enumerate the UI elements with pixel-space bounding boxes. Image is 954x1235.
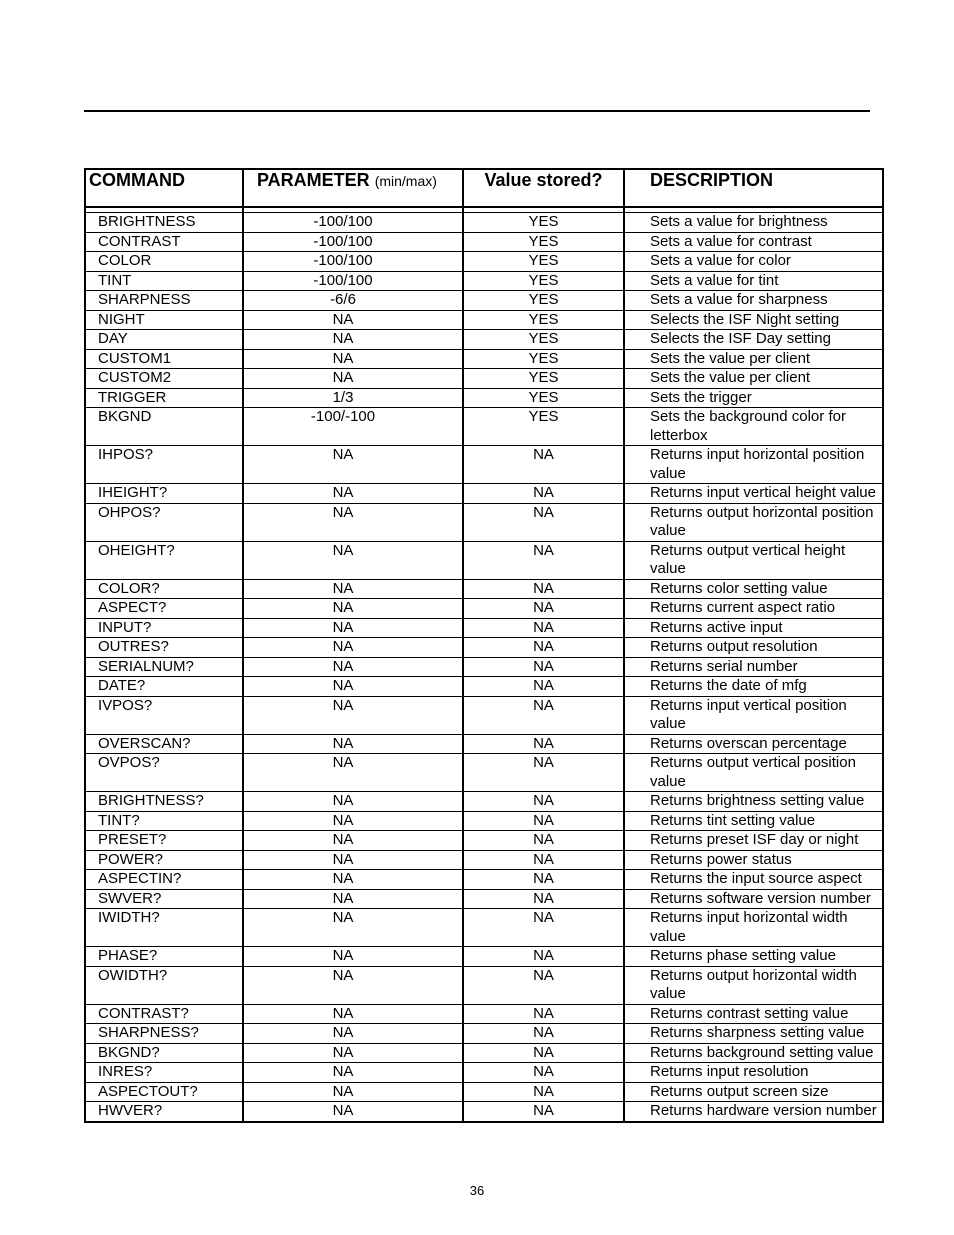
table-row: [85, 1102, 883, 1122]
cell-stored: YES: [463, 291, 624, 311]
header-stored: Value stored?: [463, 169, 624, 207]
cell-parameter: NA: [243, 966, 463, 1004]
cell-command: IVPOS?: [85, 696, 243, 734]
cell-command: OHPOS?: [85, 503, 243, 541]
cell-parameter: NA: [243, 754, 463, 792]
cell-description: Returns output horizontal position value: [624, 503, 883, 541]
cell-command: COLOR?: [85, 579, 243, 599]
cell-command: DAY: [85, 330, 243, 350]
cell-parameter: -100/100: [243, 213, 463, 233]
table-row: [85, 1082, 883, 1102]
cell-parameter: NA: [243, 811, 463, 831]
cell-stored: NA: [463, 446, 624, 484]
cell-stored: NA: [463, 947, 624, 967]
cell-command: BRIGHTNESS: [85, 213, 243, 233]
cell-parameter: -100/100: [243, 252, 463, 272]
cell-stored: NA: [463, 831, 624, 851]
cell-stored: NA: [463, 734, 624, 754]
cell-command: ASPECTOUT?: [85, 1082, 243, 1102]
cell-description: Returns output screen size: [624, 1082, 883, 1102]
cell-command: OVERSCAN?: [85, 734, 243, 754]
cell-command: PHASE?: [85, 947, 243, 967]
table-row: [85, 1024, 883, 1044]
cell-command: PRESET?: [85, 831, 243, 851]
cell-parameter: 1/3: [243, 388, 463, 408]
cell-stored: NA: [463, 1082, 624, 1102]
cell-description: Sets a value for contrast: [624, 232, 883, 252]
cell-command: BKGND: [85, 408, 243, 446]
cell-parameter: NA: [243, 369, 463, 389]
cell-parameter: NA: [243, 446, 463, 484]
table-row: [85, 696, 883, 734]
cell-description: Returns phase setting value: [624, 947, 883, 967]
cell-command: SHARPNESS: [85, 291, 243, 311]
cell-description: Returns output vertical position value: [624, 754, 883, 792]
cell-parameter: NA: [243, 909, 463, 947]
table-row: [85, 947, 883, 967]
table-row: [85, 252, 883, 272]
cell-description: Returns color setting value: [624, 579, 883, 599]
cell-parameter: NA: [243, 310, 463, 330]
table-row: [85, 677, 883, 697]
cell-stored: NA: [463, 579, 624, 599]
cell-parameter: -100/100: [243, 271, 463, 291]
cell-description: Selects the ISF Day setting: [624, 330, 883, 350]
table-row: [85, 657, 883, 677]
cell-command: OVPOS?: [85, 754, 243, 792]
cell-stored: YES: [463, 349, 624, 369]
cell-command: BRIGHTNESS?: [85, 792, 243, 812]
cell-stored: NA: [463, 966, 624, 1004]
cell-description: Returns hardware version number: [624, 1102, 883, 1122]
cell-description: Sets the value per client: [624, 369, 883, 389]
table-row: [85, 213, 883, 233]
cell-command: CUSTOM1: [85, 349, 243, 369]
cell-command: DATE?: [85, 677, 243, 697]
cell-description: Returns power status: [624, 850, 883, 870]
table-row: [85, 579, 883, 599]
table-row: [85, 870, 883, 890]
cell-parameter: NA: [243, 1004, 463, 1024]
cell-command: SHARPNESS?: [85, 1024, 243, 1044]
cell-description: Returns contrast setting value: [624, 1004, 883, 1024]
table-row: [85, 889, 883, 909]
cell-command: NIGHT: [85, 310, 243, 330]
cell-command: POWER?: [85, 850, 243, 870]
table-row: [85, 599, 883, 619]
cell-description: Returns input horizontal width value: [624, 909, 883, 947]
cell-parameter: NA: [243, 696, 463, 734]
cell-command: SERIALNUM?: [85, 657, 243, 677]
cell-command: HWVER?: [85, 1102, 243, 1122]
cell-stored: NA: [463, 484, 624, 504]
cell-command: OUTRES?: [85, 638, 243, 658]
table-row: [85, 1063, 883, 1083]
cell-stored: NA: [463, 618, 624, 638]
cell-parameter: NA: [243, 599, 463, 619]
table-row: [85, 388, 883, 408]
cell-stored: NA: [463, 811, 624, 831]
cell-description: Returns input resolution: [624, 1063, 883, 1083]
cell-description: Returns active input: [624, 618, 883, 638]
cell-stored: NA: [463, 696, 624, 734]
cell-stored: NA: [463, 889, 624, 909]
cell-command: OWIDTH?: [85, 966, 243, 1004]
cell-parameter: NA: [243, 349, 463, 369]
table-row: [85, 271, 883, 291]
page-number: 36: [469, 1183, 485, 1198]
cell-stored: YES: [463, 330, 624, 350]
cell-stored: NA: [463, 754, 624, 792]
table-row: [85, 966, 883, 1004]
cell-stored: NA: [463, 870, 624, 890]
cell-parameter: NA: [243, 1102, 463, 1122]
cell-parameter: NA: [243, 1082, 463, 1102]
cell-description: Sets a value for sharpness: [624, 291, 883, 311]
cell-description: Returns serial number: [624, 657, 883, 677]
table-row: [85, 291, 883, 311]
cell-stored: NA: [463, 677, 624, 697]
table-row: [85, 754, 883, 792]
table-row: [85, 446, 883, 484]
table-row: [85, 349, 883, 369]
table-row: [85, 503, 883, 541]
cell-description: Returns overscan percentage: [624, 734, 883, 754]
cell-description: Returns the input source aspect: [624, 870, 883, 890]
table-row: [85, 310, 883, 330]
cell-description: Returns the date of mfg: [624, 677, 883, 697]
cell-stored: YES: [463, 252, 624, 272]
cell-parameter: NA: [243, 541, 463, 579]
cell-command: ASPECTIN?: [85, 870, 243, 890]
cell-description: Returns output resolution: [624, 638, 883, 658]
table-row: [85, 734, 883, 754]
header-command: COMMAND: [85, 169, 243, 207]
cell-description: Returns current aspect ratio: [624, 599, 883, 619]
table-row: [85, 484, 883, 504]
cell-parameter: NA: [243, 484, 463, 504]
cell-description: Returns software version number: [624, 889, 883, 909]
cell-stored: YES: [463, 310, 624, 330]
table-row: [85, 408, 883, 446]
header-parameter: PARAMETER (min/max): [243, 169, 463, 207]
cell-description: Sets a value for brightness: [624, 213, 883, 233]
cell-parameter: NA: [243, 870, 463, 890]
table-row: [85, 909, 883, 947]
cell-description: Sets the background color for letterbox: [624, 408, 883, 446]
cell-description: Returns preset ISF day or night: [624, 831, 883, 851]
top-rule: [84, 110, 870, 112]
table-row: [85, 792, 883, 812]
table-row: [85, 1043, 883, 1063]
cell-parameter: NA: [243, 677, 463, 697]
cell-parameter: NA: [243, 947, 463, 967]
cell-parameter: NA: [243, 734, 463, 754]
cell-parameter: NA: [243, 657, 463, 677]
cell-stored: NA: [463, 1043, 624, 1063]
cell-stored: YES: [463, 369, 624, 389]
cell-description: Returns input vertical height value: [624, 484, 883, 504]
cell-stored: NA: [463, 503, 624, 541]
cell-stored: NA: [463, 1024, 624, 1044]
cell-command: TRIGGER: [85, 388, 243, 408]
cell-command: TINT: [85, 271, 243, 291]
cell-parameter: NA: [243, 1063, 463, 1083]
cell-parameter: NA: [243, 638, 463, 658]
cell-parameter: NA: [243, 850, 463, 870]
table-row: [85, 1004, 883, 1024]
table-header-row: [85, 169, 883, 207]
cell-command: IWIDTH?: [85, 909, 243, 947]
table-row: [85, 831, 883, 851]
cell-description: Returns output vertical height value: [624, 541, 883, 579]
table-row: [85, 232, 883, 252]
cell-description: Sets a value for color: [624, 252, 883, 272]
cell-parameter: -100/100: [243, 232, 463, 252]
cell-description: Selects the ISF Night setting: [624, 310, 883, 330]
cell-parameter: NA: [243, 579, 463, 599]
cell-parameter: NA: [243, 1024, 463, 1044]
cell-stored: NA: [463, 792, 624, 812]
cell-parameter: -6/6: [243, 291, 463, 311]
cell-stored: YES: [463, 408, 624, 446]
cell-command: IHEIGHT?: [85, 484, 243, 504]
cell-stored: NA: [463, 638, 624, 658]
cell-description: Returns tint setting value: [624, 811, 883, 831]
cell-stored: YES: [463, 232, 624, 252]
cell-description: Returns sharpness setting value: [624, 1024, 883, 1044]
table-row: [85, 811, 883, 831]
cell-command: ASPECT?: [85, 599, 243, 619]
cell-description: Returns background setting value: [624, 1043, 883, 1063]
cell-description: Returns output horizontal width value: [624, 966, 883, 1004]
cell-description: Sets the trigger: [624, 388, 883, 408]
cell-parameter: NA: [243, 330, 463, 350]
cell-command: INPUT?: [85, 618, 243, 638]
table-row: [85, 850, 883, 870]
cell-parameter: NA: [243, 831, 463, 851]
cell-command: BKGND?: [85, 1043, 243, 1063]
cell-command: TINT?: [85, 811, 243, 831]
cell-stored: NA: [463, 850, 624, 870]
cell-description: Returns input vertical position value: [624, 696, 883, 734]
cell-stored: NA: [463, 909, 624, 947]
cell-parameter: NA: [243, 503, 463, 541]
cell-command: CONTRAST: [85, 232, 243, 252]
table-row: [85, 330, 883, 350]
command-table: [84, 168, 882, 1123]
cell-command: COLOR: [85, 252, 243, 272]
header-parameter-note: (min/max): [374, 173, 437, 189]
table-row: [85, 369, 883, 389]
cell-command: CONTRAST?: [85, 1004, 243, 1024]
cell-command: IHPOS?: [85, 446, 243, 484]
cell-parameter: NA: [243, 1043, 463, 1063]
cell-stored: YES: [463, 271, 624, 291]
table-row: [85, 541, 883, 579]
cell-command: OHEIGHT?: [85, 541, 243, 579]
cell-stored: NA: [463, 599, 624, 619]
cell-command: SWVER?: [85, 889, 243, 909]
table-body: [85, 207, 883, 1122]
cell-stored: NA: [463, 1063, 624, 1083]
cell-stored: NA: [463, 541, 624, 579]
table-row: [85, 618, 883, 638]
cell-command: CUSTOM2: [85, 369, 243, 389]
cell-parameter: NA: [243, 618, 463, 638]
cell-parameter: -100/-100: [243, 408, 463, 446]
cell-stored: NA: [463, 1004, 624, 1024]
cell-description: Returns brightness setting value: [624, 792, 883, 812]
cell-command: INRES?: [85, 1063, 243, 1083]
header-description: DESCRIPTION: [624, 169, 883, 207]
cell-stored: YES: [463, 388, 624, 408]
cell-parameter: NA: [243, 792, 463, 812]
cell-parameter: NA: [243, 889, 463, 909]
cell-description: Sets the value per client: [624, 349, 883, 369]
cell-stored: YES: [463, 213, 624, 233]
cell-stored: NA: [463, 1102, 624, 1122]
table-row: [85, 638, 883, 658]
cell-description: Sets a value for tint: [624, 271, 883, 291]
cell-description: Returns input horizontal position value: [624, 446, 883, 484]
cell-stored: NA: [463, 657, 624, 677]
